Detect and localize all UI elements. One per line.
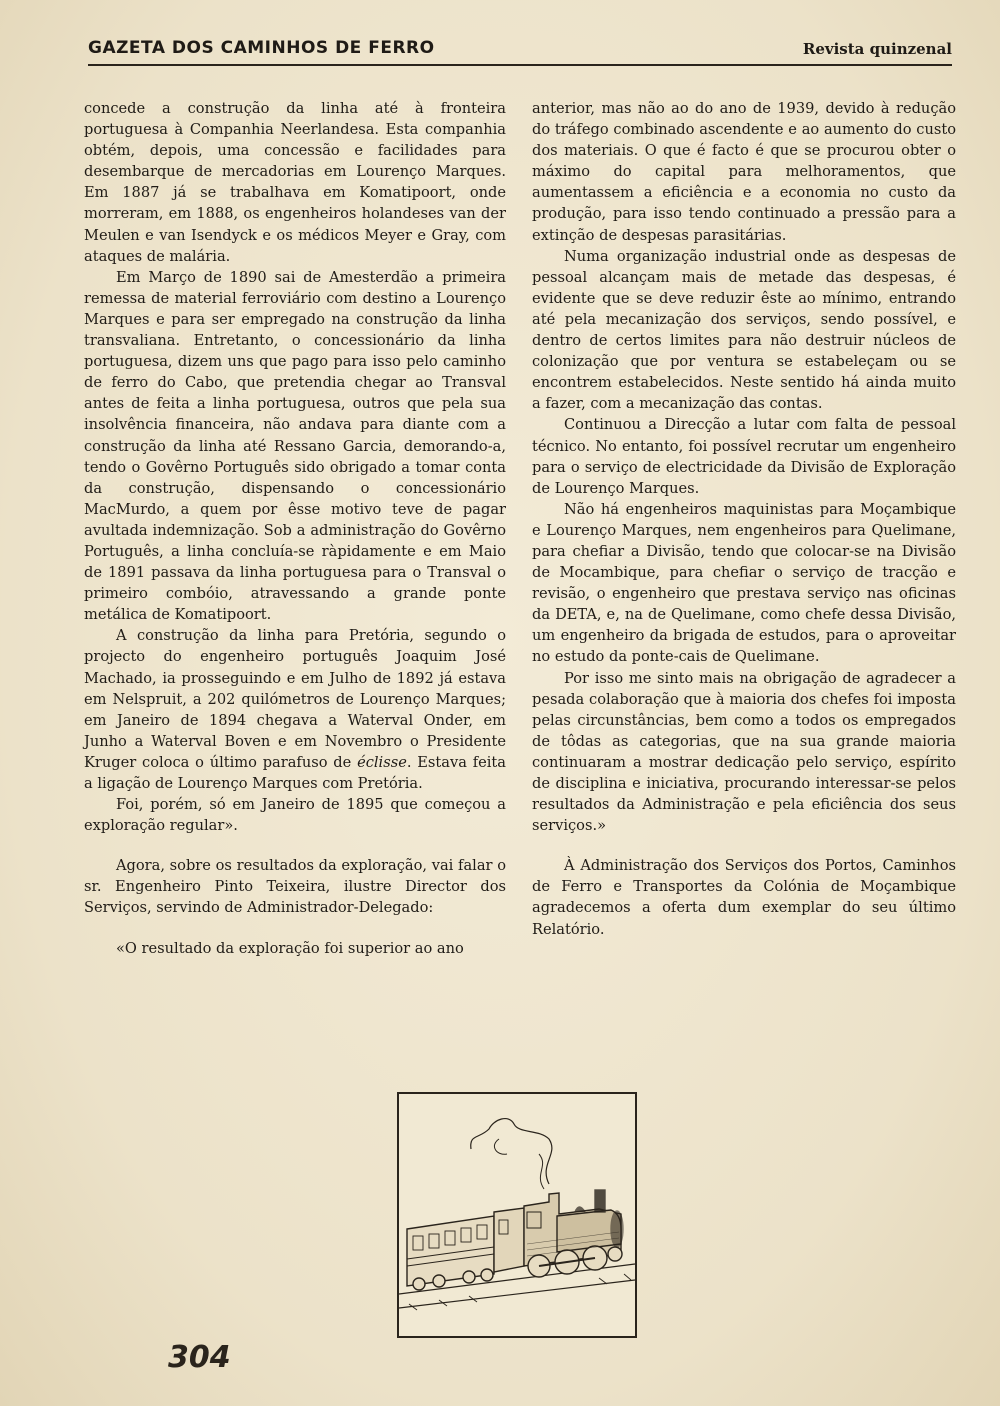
steam-train-engraving-icon <box>397 1092 637 1338</box>
journal-title: GAZETA DOS CAMINHOS DE FERRO <box>88 38 435 58</box>
paragraph: Não há engenheiros maquinistas para Moçambique e Lourenço Marques, nem engenheiros para Quelimane, para chefiar a Divisão, tendo que colocar-se na Divisão de Mocambique, para chefiar o serviço de tracção e revisão, o engenheiro que prestava serviço nas oficinas da DETA, e, na de Quelimane, como chefe dessa Divisão, um engenheiro da brigada de estudos, para o aproveitar no estudo da ponte-cais de Quelimane. <box>532 500 956 666</box>
right-column <box>532 98 956 940</box>
paragraph: Foi, porém, só em Janeiro de 1895 que começou a exploração regular». <box>84 796 506 835</box>
italic-term: éclisse <box>357 753 407 771</box>
running-header <box>88 38 952 66</box>
journal-subtitle: Revista quinzenal <box>802 40 952 58</box>
quote-paragraph: «O resultado da exploração foi superior ao ano <box>116 939 464 957</box>
left-column <box>84 98 506 959</box>
paragraph-text: A construção da linha para Pretória, segundo o projecto do engenheiro português Joaquim José Machado, ia prosseguindo e em Julho de 1892 já estava em Nelspruit, a 202 quilómetros de Lourenço Marques; em Janeiro de 1894 chegava a Waterval Onder, em Junho a Waterval Boven e em Novembro o Presidente Kruger coloca o último parafuso de <box>84 627 506 771</box>
paragraph: À Administração dos Serviços dos Portos, Caminhos de Ferro e Transportes da Colónia de Moçambique agradecemos a oferta dum exemplar do seu último Relatório. <box>532 857 956 938</box>
paragraph: Agora, sobre os resultados da exploração, vai falar o sr. Engenheiro Pinto Teixeira, ilustre Director dos Serviços, servindo de Administrador-Delegado: <box>84 857 506 917</box>
page-number: 304 <box>168 1340 231 1375</box>
paragraph <box>84 625 506 794</box>
paragraph: Por isso me sinto mais na obrigação de agradecer a pesada colaboração que à maioria dos chefes foi imposta pelas circunstâncias, bem como a todos os empregados de tôdas as categorias, que na sua grande maioria continuaram a mostrar dedicação pelo serviço, espírito de disciplina e iniciativa, procurando interessar-se pelos resultados da Administração e pela eficiência dos seus serviços.» <box>532 669 956 835</box>
paragraph: Em Março de 1890 sai de Amesterdão a primeira remessa de material ferroviário com destino a Lourenço Marques e para ser empregado na construção da linha transvaliana. Entretanto, o concessionário da linha portuguesa, dizem uns que pago para isso pelo caminho de ferro do Cabo, que pretendia chegar ao Transval antes de feita a linha portuguesa, outros que pela sua insolvência financeira, não andava para diante com a construção da linha até Ressano Garcia, demorando-a, tendo o Govêrno Português sido obrigado a tomar conta da construção, dispensando o concessionário MacMurdo, a quem por êsse motivo teve de pagar avultada indemnização. Sob a administração do Govêrno Português, a linha concluía-se ràpidamente e em Maio de 1891 passava da linha portuguesa para o Transval o primeiro combóio, atravessando a grande ponte metálica de Komatipoort. <box>84 268 506 624</box>
paragraph-text: . Estava feita a ligação de Lourenço Marques com Pretória. <box>84 753 506 792</box>
paragraph: anterior, mas não ao do ano de 1939, devido à redução do tráfego combinado ascendente e ao aumento do custo dos materiais. O que é facto é que se procurou obter o máximo do capital para melhoramentos, que aumentassem a eficiência e a economia no custo da produção, para isso tendo continuado a pressão para a extinção de despesas parasitárias. <box>532 100 956 244</box>
paragraph: concede a construção da linha até à fronteira portuguesa à Companhia Neerlandesa. Esta companhia obtém, depois, uma concessão e facilidades para desembarque de mercadorias em Lourenço Marques. Em 1887 já se trabalhava em Komatipoort, onde morreram, em 1888, os engenheiros holandeses van der Meulen e van Isendyck e os médicos Meyer e Gray, com ataques de malária. <box>84 100 506 265</box>
paragraph: Continuou a Direcção a lutar com falta de pessoal técnico. No entanto, foi possível recrutar um engenheiro para o serviço de electricidade da Divisão de Exploração de Lourenço Marques. <box>532 416 956 497</box>
paragraph: Numa organização industrial onde as despesas de pessoal alcançam mais de metade das despesas, é evidente que se deve reduzir êste ao mínimo, entrando até pela mecanização dos serviços, sendo possível, e dentro de certos limites para não destruir núcleos de colonização que por ventura se estabeleçam ou se encontrem estabelecidos. Neste sentido há ainda muito a fazer, com a mecanização das contas. <box>532 247 956 413</box>
